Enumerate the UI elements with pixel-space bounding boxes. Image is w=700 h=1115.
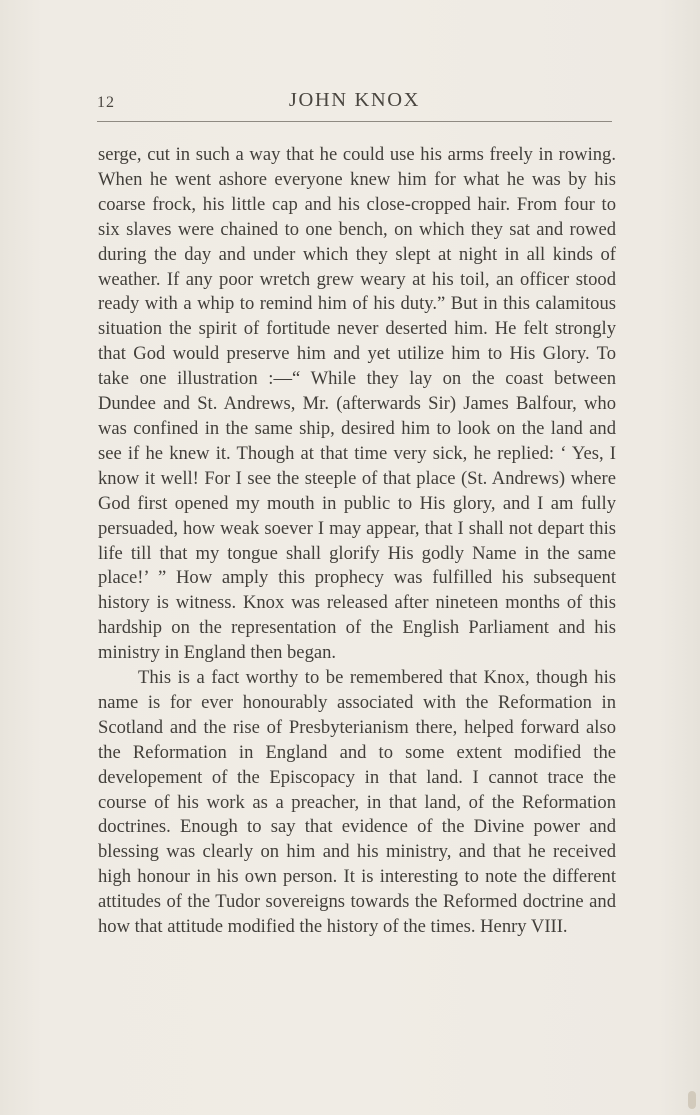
body-text <box>98 143 616 940</box>
paragraph-1: serge, cut in such a way that he could use his arms freely in rowing. When he went ashore everyone knew him for what he was by his coarse frock, his little cap and his close-cropped hair. From four to six slaves were chained to one bench, on which they sat and rowed during the day and under which they slept at night in all kinds of weather. If any poor wretch grew weary at his toil, an officer stood ready with a whip to remind him of his duty.” But in this calamitous situation the spirit of fortitude never deserted him. He felt strongly that God would preserve him and yet utilize him to His Glory. To take one illustration :—“ While they lay on the coast between Dundee and St. Andrews, Mr. (afterwards Sir) James Balfour, who was confined in the same ship, desired him to look on the land and see if he knew it. Though at that time very sick, he replied: ‘ Yes, I know it well! For I see the steeple of that place (St. Andrews) where God first opened my mouth in public to His glory, and I am fully persuaded, how weak soever I may appear, that I shall not depart this life till that my tongue shall glorify His godly Name in the same place!’ ” How amply this prophecy was fulfilled his subsequent history is witness. Knox was released after nineteen months of this hardship on the representation of the English Parliament and his ministry in England then began. <box>98 144 616 664</box>
header-rule <box>97 121 612 122</box>
page-number: 12 <box>97 94 115 111</box>
page-header <box>97 88 612 118</box>
running-title: JOHN KNOX <box>288 89 421 111</box>
paragraph-2: This is a fact worthy to be remembered that Knox, though his name is for ever honourably associated with the Reformation in Scotland and the rise of Presbyterianism there, helped forward also the Reformation in England and to some extent modified the developement of the Episcopacy in that land. I cannot trace the course of his work as a preacher, in that land, of the Reformation doctrines. Enough to say that evidence of the Divine power and blessing was clearly on him and his ministry, and that he received high honour in his own person. It is interesting to note the different attitudes of the Tudor sovereigns towards the Reformed doctrine and how that attitude modified the history of the times. Henry VIII. <box>98 667 616 938</box>
page-edge-mark <box>688 1091 696 1109</box>
